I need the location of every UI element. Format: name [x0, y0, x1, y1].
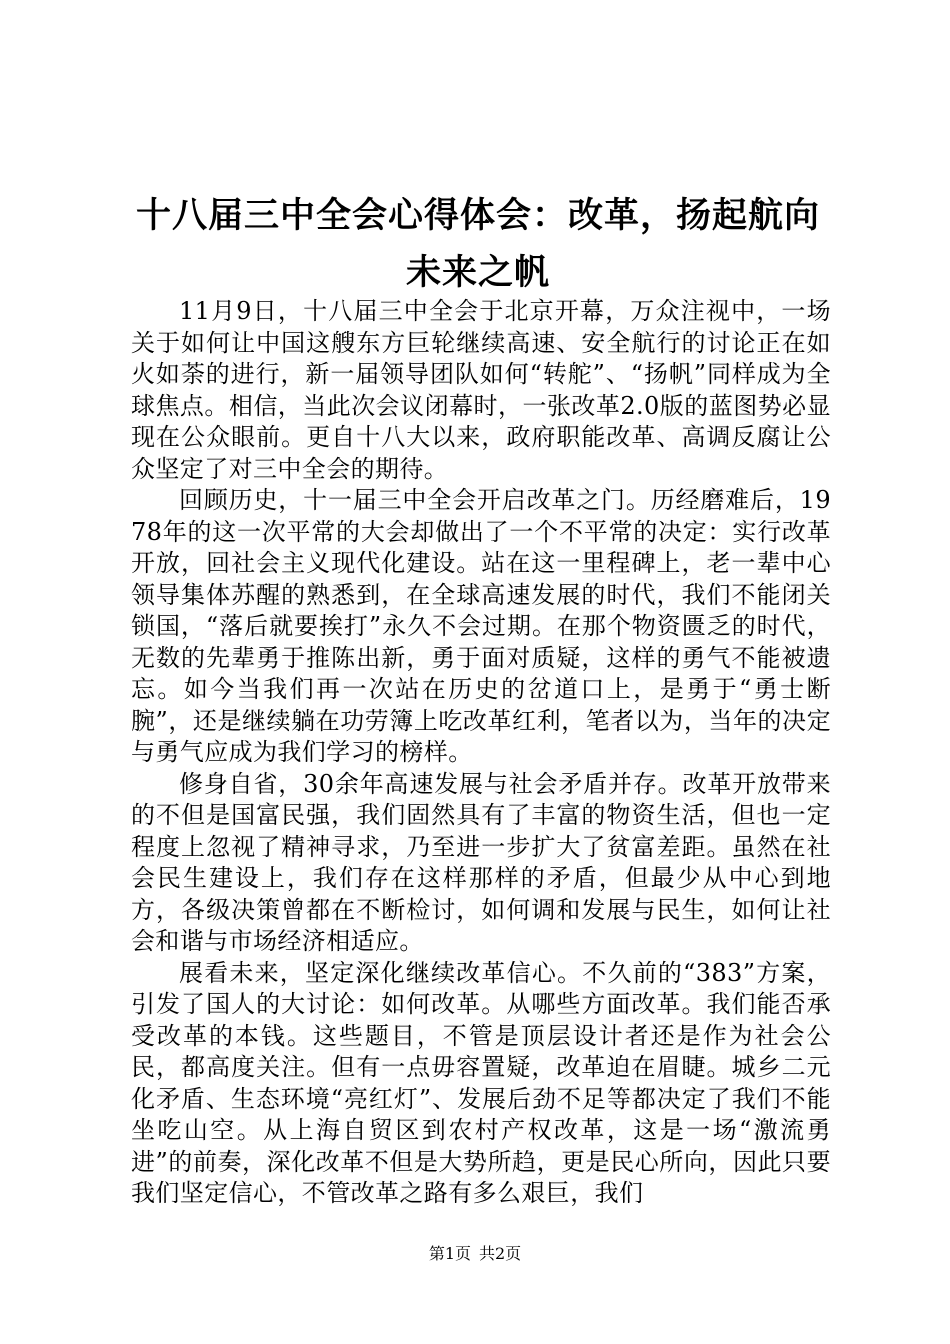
paragraph: 修身自省，30余年高速发展与社会矛盾并存。改革开放带来的不但是国富民强，我们固然具有了丰富的物资生活，但也一定程度上忽视了精神寻求，乃至进一步扩大了贫富差距。虽然在社会民生建设上，我们存在这样那样的矛盾，但最少从中心到地方，各级决策曾都在不断检讨，如何调和发展与民生，如何让社会和谐与市场经济相适应。	[131, 769, 831, 955]
document-body	[131, 296, 831, 1210]
document-title: 十八届三中全会心得体会：改革，扬起航向未来之帆	[135, 196, 820, 293]
paragraph: 展看未来，坚定深化继续改革信心。不久前的“383”方案，引发了国人的大讨论：如何改革。从哪些方面改革。我们能否承受改革的本钱。这些题目，不管是顶层设计者还是作为社会公民，都高度关注。但有一点毋容置疑，改革迫在眉睫。城乡二元化矛盾、生态环境“亮红灯”、发展后劲不足等都决定了我们不能坐吃山空。从上海自贸区到农村产权改革，这是一场“激流勇进”的前奏，深化改革不但是大势所趋，更是民心所向，因此只要我们坚定信心，不管改革之路有多么艰巨，我们	[131, 958, 831, 1207]
page-footer	[0, 1244, 950, 1264]
page-total: 共2页	[479, 1244, 522, 1263]
paragraph: 回顾历史，十一届三中全会开启改革之门。历经磨难后，1978年的这一次平常的大会却做出了一个不平常的决定：实行改革开放，回社会主义现代化建设。站在这一里程碑上，老一辈中心领导集体苏醒的熟悉到，在全球高速发展的时代，我们不能闭关锁国，“落后就要挨打”永久不会过期。在那个物资匮乏的时代，无数的先辈勇于推陈出新，勇于面对质疑，这样的勇气不能被遗忘。如今当我们再一次站在历史的岔道口上，是勇于“勇士断腕”，还是继续躺在功劳簿上吃改革红利，笔者以为，当年的决定与勇气应成为我们学习的榜样。	[131, 486, 831, 766]
page-number: 第1页	[428, 1244, 471, 1263]
paragraph: 11月9日，十八届三中全会于北京开幕，万众注视中，一场关于如何让中国这艘东方巨轮继续高速、安全航行的讨论正在如火如荼的进行，新一届领导团队如何“转舵”、“扬帆”同样成为全球焦点。相信，当此次会议闭幕时，一张改革2.0版的蓝图势必显现在公众眼前。更自十八大以来，政府职能改革、高调反腐让公众坚定了对三中全会的期待。	[131, 297, 831, 483]
